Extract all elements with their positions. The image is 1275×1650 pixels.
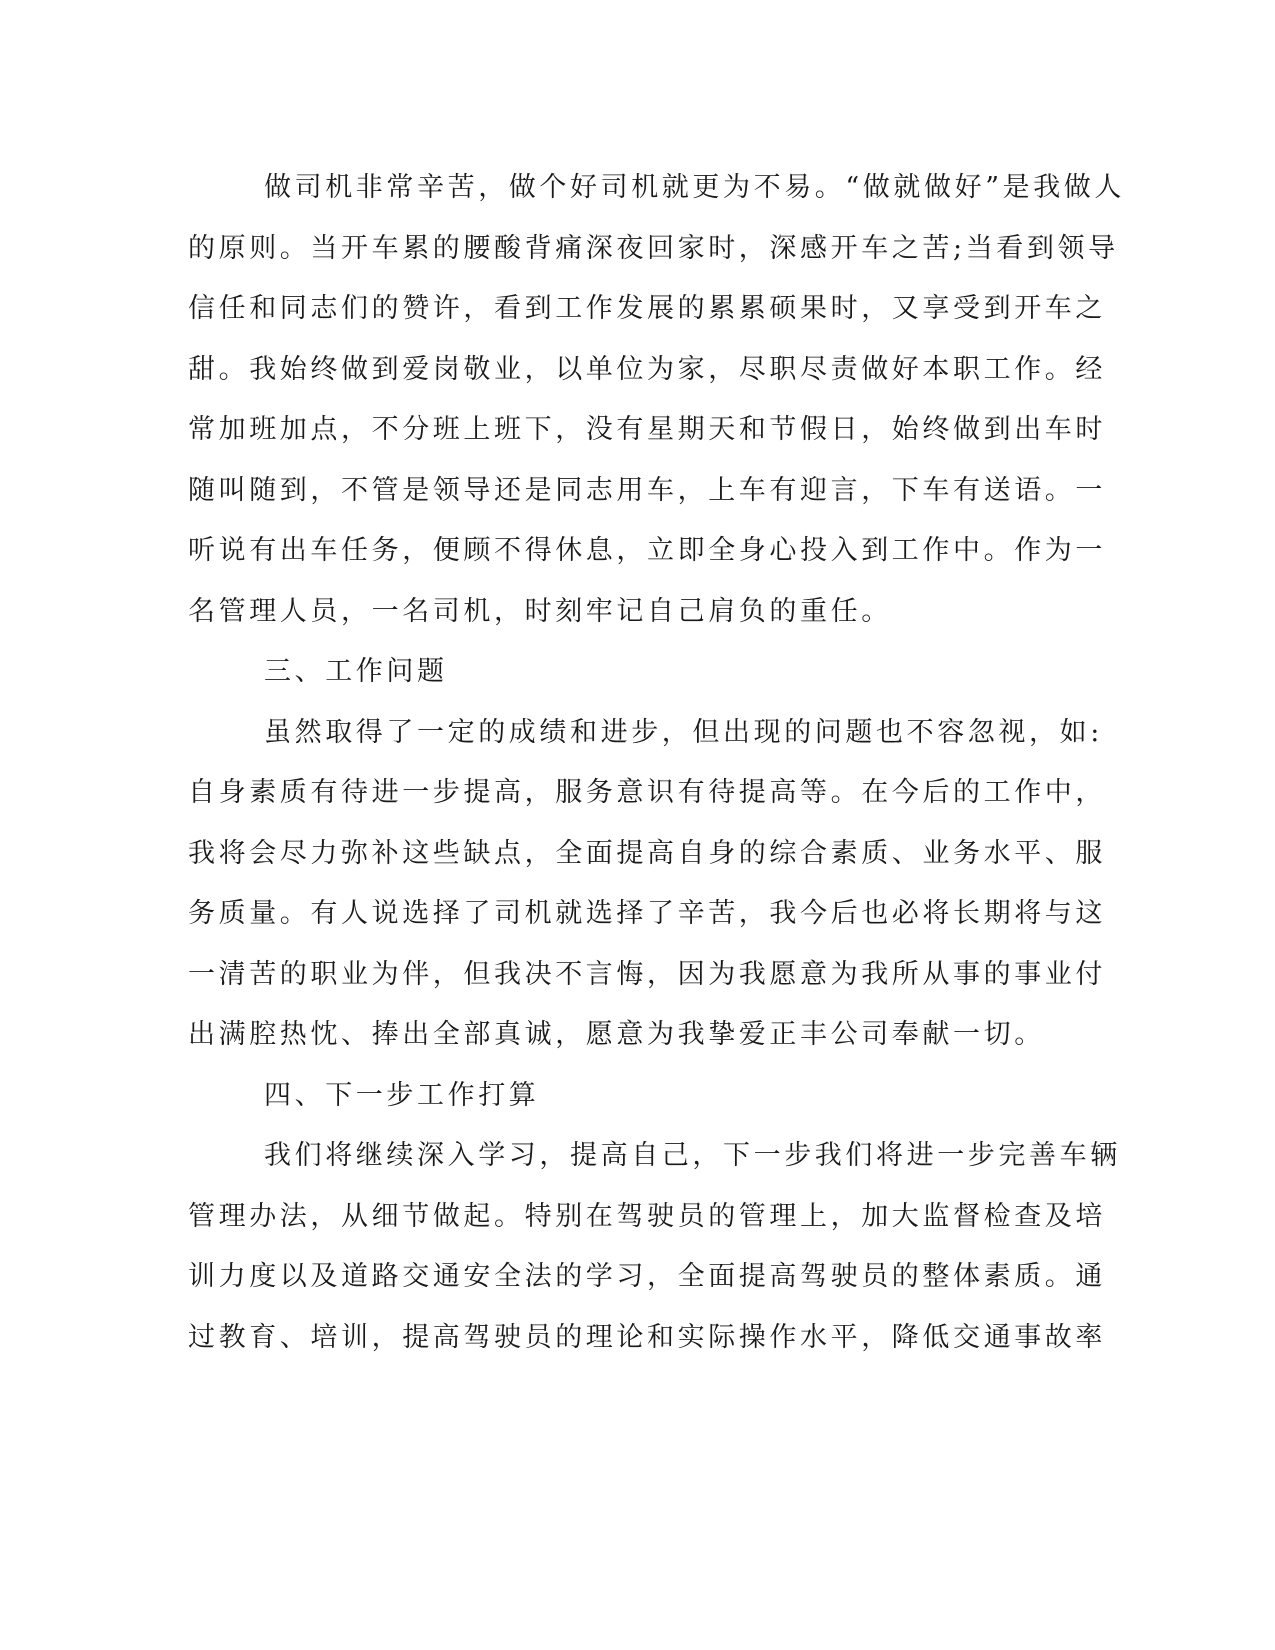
paragraph-line: 管理办法，从细节做起。特别在驾驶员的管理上，加大监督检查及培 — [188, 1200, 1106, 1232]
paragraph-line: 的原则。当开车累的腰酸背痛深夜回家时，深感开车之苦;当看到领导 — [188, 232, 1119, 264]
section-heading-next-plan: 四、下一步工作打算 — [264, 1079, 540, 1111]
paragraph-line: 听说有出车任务，便顾不得休息，立即全身心投入到工作中。作为一 — [188, 535, 1106, 566]
paragraph-line: 出满腔热忱、捧出全部真诚，愿意为我挚爱正丰公司奉献一切。 — [188, 1019, 1045, 1050]
paragraph-line: 一清苦的职业为伴，但我决不言悔，因为我愿意为我所从事的事业付 — [188, 958, 1106, 990]
paragraph-line: 甜。我始终做到爱岗敬业，以单位为家，尽职尽责做好本职工作。经 — [188, 353, 1106, 385]
paragraph-line: 我们将继续深入学习，提高自己，下一步我们将进一步完善车辆 — [264, 1140, 1121, 1171]
paragraph-line: 务质量。有人说选择了司机就选择了辛苦，我今后也必将长期将与这 — [188, 898, 1106, 929]
paragraph-line: 训力度以及道路交通安全法的学习，全面提高驾驶员的整体素质。通 — [188, 1261, 1106, 1292]
paragraph-line: 常加班加点，不分班上班下，没有星期天和节假日，始终做到出车时 — [188, 414, 1106, 445]
paragraph-line: 我将会尽力弥补这些缺点，全面提高自身的综合素质、业务水平、服 — [188, 837, 1106, 869]
section-heading-work-problems: 三、工作问题 — [264, 656, 448, 687]
paragraph-line: 随叫随到，不管是领导还是同志用车，上车有迎言，下车有送语。一 — [188, 474, 1106, 506]
paragraph-line: 自身素质有待进一步提高，服务意识有待提高等。在今后的工作中， — [188, 777, 1106, 808]
paragraph-line: 名管理人员，一名司机，时刻牢记自己肩负的重任。 — [188, 595, 892, 627]
paragraph-line: 虽然取得了一定的成绩和进步，但出现的问题也不容忽视，如: — [264, 716, 1103, 748]
paragraph-line: 信任和同志们的赞许，看到工作发展的累累硕果时，又享受到开车之 — [188, 293, 1106, 324]
paragraph-line: 做司机非常辛苦，做个好司机就更为不易。“做就做好”是我做人 — [264, 172, 1126, 203]
paragraph-line: 过教育、培训，提高驾驶员的理论和实际操作水平，降低交通事故率 — [188, 1321, 1106, 1353]
document-body — [188, 158, 1126, 1368]
